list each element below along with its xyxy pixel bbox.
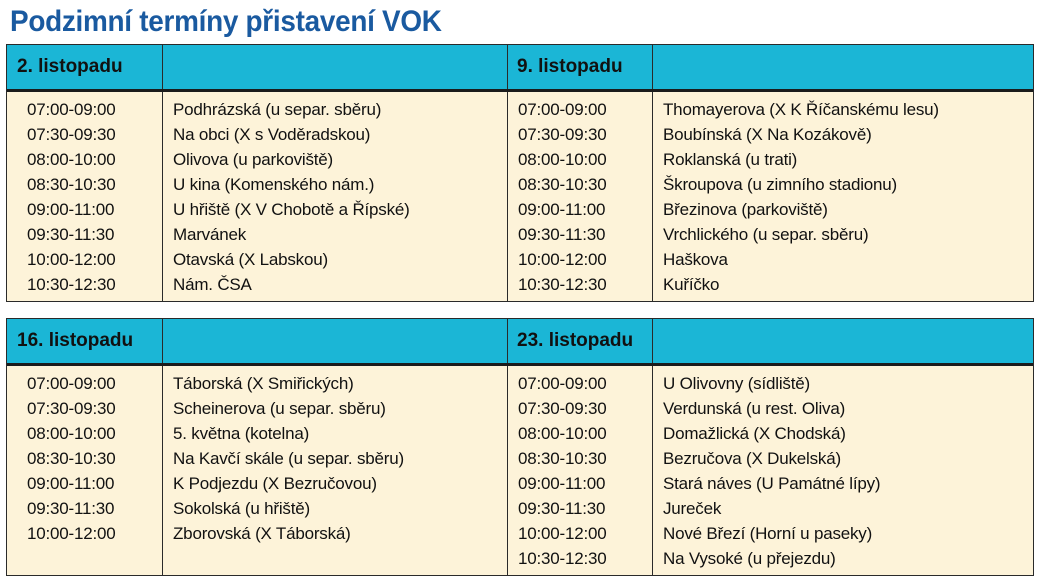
place-cell: Thomayerova (X K Říčanskému lesu) xyxy=(663,100,939,119)
time-cell: 09:00-11:00 xyxy=(518,200,606,219)
time-cell: 08:00-10:00 xyxy=(518,424,607,443)
schedule-table-1 xyxy=(6,44,1034,302)
time-cell: 09:30-11:30 xyxy=(518,499,606,518)
table-body xyxy=(7,92,1033,302)
place-cell: Nám. ČSA xyxy=(173,275,252,294)
table-row xyxy=(7,172,1033,197)
place-cell: Škroupova (u zimního stadionu) xyxy=(663,175,898,194)
place-cell: Sokolská (u hřiště) xyxy=(173,499,310,518)
table-header xyxy=(7,319,1033,366)
table-row xyxy=(7,197,1033,222)
place-cell: Bezručova (X Dukelská) xyxy=(663,449,841,468)
place-cell: Březinova (parkoviště) xyxy=(663,200,828,219)
date-header-right: 23. listopadu xyxy=(517,330,634,351)
time-cell: 10:30-12:30 xyxy=(518,275,607,294)
time-cell: 08:30-10:30 xyxy=(27,175,116,194)
table-row xyxy=(7,97,1033,122)
table-row xyxy=(7,396,1033,421)
place-cell: 5. května (kotelna) xyxy=(173,424,310,443)
place-cell: Boubínská (X Na Kozákově) xyxy=(663,125,872,144)
place-cell: U Olivovny (sídliště) xyxy=(663,374,810,393)
place-cell: Táborská (X Smiřických) xyxy=(173,374,354,393)
time-cell: 07:00-09:00 xyxy=(27,374,116,393)
place-cell: Scheinerova (u separ. sběru) xyxy=(173,399,386,418)
time-cell: 07:30-09:30 xyxy=(27,125,116,144)
place-cell: Na Vysoké (u přejezdu) xyxy=(663,549,836,568)
time-cell: 08:00-10:00 xyxy=(27,150,116,169)
place-cell: Otavská (X Labskou) xyxy=(173,250,328,269)
time-cell: 10:30-12:30 xyxy=(27,275,116,294)
time-cell: 09:30-11:30 xyxy=(27,499,115,518)
time-cell: 07:30-09:30 xyxy=(518,125,607,144)
time-cell: 09:30-11:30 xyxy=(518,225,606,244)
place-cell: Olivova (u parkoviště) xyxy=(173,150,333,169)
time-cell: 10:00-12:00 xyxy=(27,250,116,269)
place-cell: U hřiště (X V Chobotě a Řípské) xyxy=(173,200,410,219)
place-cell: Haškova xyxy=(663,250,728,269)
page-title: Podzimní termíny přistavení VOK xyxy=(10,5,442,38)
table-row xyxy=(7,446,1033,471)
place-cell: Na Kavčí skále (u separ. sběru) xyxy=(173,449,404,468)
time-cell: 09:00-11:00 xyxy=(27,474,115,493)
time-cell: 08:30-10:30 xyxy=(518,449,607,468)
time-cell: 07:00-09:00 xyxy=(518,100,607,119)
table-row xyxy=(7,421,1033,446)
place-cell: Roklanská (u trati) xyxy=(663,150,798,169)
date-header-right: 9. listopadu xyxy=(517,56,623,77)
time-cell: 08:00-10:00 xyxy=(518,150,607,169)
time-cell: 07:00-09:00 xyxy=(518,374,607,393)
table-header xyxy=(7,45,1033,92)
place-cell: Jureček xyxy=(663,499,722,518)
table-row xyxy=(7,272,1033,297)
place-cell: Zborovská (X Táborská) xyxy=(173,524,351,543)
time-cell: 08:30-10:30 xyxy=(27,449,116,468)
table-row xyxy=(7,546,1033,571)
place-cell: Stará náves (U Památné lípy) xyxy=(663,474,881,493)
table-row xyxy=(7,147,1033,172)
schedule-table-2 xyxy=(6,318,1034,576)
place-cell: Nové Březí (Horní u paseky) xyxy=(663,524,873,543)
table-row xyxy=(7,496,1033,521)
place-cell: Na obci (X s Voděradskou) xyxy=(173,125,371,144)
place-cell: Domažlická (X Chodská) xyxy=(663,424,846,443)
place-cell: U kina (Komenského nám.) xyxy=(173,175,375,194)
time-cell: 09:30-11:30 xyxy=(27,225,115,244)
time-cell: 10:00-12:00 xyxy=(518,524,607,543)
time-cell: 08:00-10:00 xyxy=(27,424,116,443)
time-cell: 07:30-09:30 xyxy=(518,399,607,418)
place-cell: Kuříčko xyxy=(663,275,720,294)
date-header-left: 2. listopadu xyxy=(17,56,123,77)
time-cell: 10:00-12:00 xyxy=(27,524,116,543)
table-row xyxy=(7,222,1033,247)
table-row xyxy=(7,371,1033,396)
place-cell: Verdunská (u rest. Oliva) xyxy=(663,399,846,418)
time-cell: 07:00-09:00 xyxy=(27,100,116,119)
table-row xyxy=(7,122,1033,147)
place-cell: Podhrázská (u separ. sběru) xyxy=(173,100,382,119)
table-row xyxy=(7,471,1033,496)
time-cell: 10:00-12:00 xyxy=(518,250,607,269)
time-cell: 10:30-12:30 xyxy=(518,549,607,568)
place-cell: K Podjezdu (X Bezručovou) xyxy=(173,474,377,493)
time-cell: 09:00-11:00 xyxy=(518,474,606,493)
time-cell: 09:00-11:00 xyxy=(27,200,115,219)
place-cell: Marvánek xyxy=(173,225,247,244)
time-cell: 07:30-09:30 xyxy=(27,399,116,418)
date-header-left: 16. listopadu xyxy=(17,330,134,351)
place-cell: Vrchlického (u separ. sběru) xyxy=(663,225,869,244)
table-row xyxy=(7,521,1033,546)
time-cell: 08:30-10:30 xyxy=(518,175,607,194)
table-body xyxy=(7,366,1033,576)
table-row xyxy=(7,247,1033,272)
